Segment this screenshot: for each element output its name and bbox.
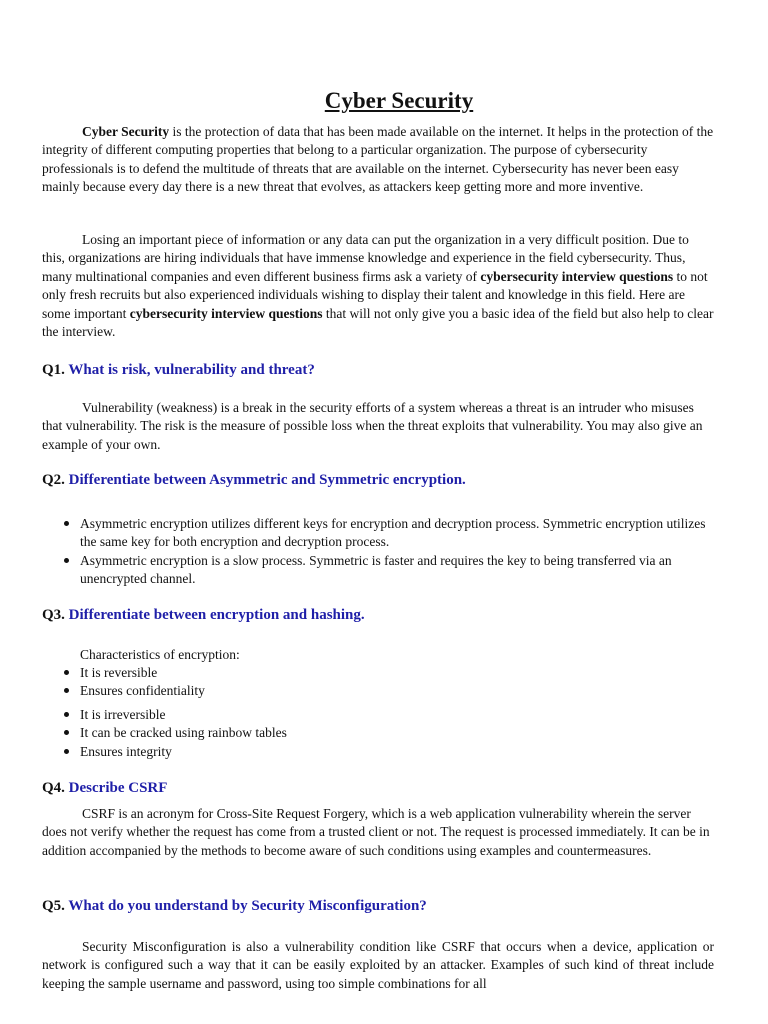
hashing-characteristics-list — [62, 706, 712, 761]
question-1-heading — [42, 362, 315, 379]
question-5-number: Q5. — [42, 898, 69, 914]
answer-2-bullet-list — [62, 515, 712, 589]
bullet-text: It is reversible — [80, 665, 158, 680]
bullet-icon — [64, 670, 69, 675]
list-item — [62, 743, 712, 761]
list-item — [62, 706, 712, 724]
question-3-text: Differentiate between encryption and hashing. — [68, 607, 365, 623]
para2-text-1: Losing an important piece of information or any data can put the organization in a very difficult position. Due to this, organizations are hiring individuals that have immense knowledge and experience in the field cybersecurity. Thus, many multinational companies and even different business firms ask a variety of — [42, 232, 689, 284]
list-item — [62, 552, 712, 589]
intro-paragraph — [42, 123, 714, 197]
question-3-heading — [42, 607, 365, 624]
question-2-heading — [42, 472, 466, 489]
para2-bold-1: cybersecurity interview questions — [480, 268, 674, 284]
intro-bold-lead: Cyber Security — [82, 124, 170, 139]
para2-text-2: to not only fresh recruits but also experienced individuals wishing to display their talent and knowledge in this field. Here are some important — [42, 268, 708, 321]
list-item — [62, 682, 712, 700]
question-2-number: Q2. — [42, 472, 69, 488]
answer-1-text: Vulnerability (weakness) is a break in the security efforts of a system whereas a threat is an intruder who misuses that vulnerability. The risk is the measure of possible loss when the threat exploits that vulnerability. You may also give an example of your own. — [42, 400, 703, 452]
bullet-icon — [64, 558, 69, 563]
answer-4-paragraph — [42, 805, 714, 860]
list-item — [62, 664, 712, 682]
question-2-text: Differentiate between Asymmetric and Symmetric encryption. — [68, 472, 466, 488]
bullet-icon — [64, 688, 69, 693]
question-1-number: Q1. — [42, 362, 69, 378]
answer-1-paragraph — [42, 399, 714, 454]
bullet-icon — [64, 521, 69, 526]
bullet-text: Asymmetric encryption is a slow process. Symmetric is faster and requires the key to being transferred via an unencrypted channel. — [80, 552, 672, 587]
question-5-heading — [42, 898, 427, 915]
para2-bold-2: cybersecurity interview questions — [129, 305, 323, 321]
bullet-text: Ensures integrity — [80, 743, 172, 759]
page-title: Cyber Security — [324, 88, 474, 113]
encryption-characteristics-heading: Characteristics of encryption: — [80, 647, 240, 662]
answer-4-text: CSRF is an acronym for Cross-Site Request Forgery, which is a web application vulnerability wherein the server does not verify whether the request has come from a trusted client or not. The request is processed immediately. It can be in addition accompanied by the methods to become aware of such conditions using examples and countermeasures. — [42, 806, 710, 858]
question-4-text: Describe CSRF — [68, 780, 168, 796]
answer-5-paragraph — [42, 938, 714, 993]
para2-text-3: that will not only give you a basic idea of the field but also help to clear the interview. — [42, 305, 714, 340]
list-item — [62, 724, 712, 742]
answer-5-text: Security Misconfiguration is also a vulnerability condition like CSRF that occurs when a device, application or network is configured such a way that it can be easily exploited by an attacker. Examples of such kind of threat include keeping the sample username and password, using too simple combinations for all — [42, 939, 714, 991]
question-1-text: What is risk, vulnerability and threat? — [68, 362, 315, 378]
intro-text: is the protection of data that has been made available on the internet. It helps in the protection of the integrity of different computing properties that belong to a particular organization. The purpose of cybersecurity professionals is to defend the multitude of threats that are available on the internet. Cybersecurity has never been easy mainly because every day there is a new threat that evolves, as attackers keep getting more and more inventive. — [42, 124, 714, 195]
question-5-text: What do you understand by Security Misconfiguration? — [68, 898, 427, 914]
bullet-text: Ensures confidentiality — [80, 683, 205, 699]
bullet-icon — [64, 712, 69, 717]
question-4-heading — [42, 780, 167, 797]
bullet-text: It can be cracked using rainbow tables — [80, 725, 287, 741]
bullet-text: It is irreversible — [80, 707, 166, 722]
second-paragraph — [42, 231, 714, 341]
bullet-text: Asymmetric encryption utilizes different keys for encryption and decryption process. Symmetric encryption utilizes the same key for both encryption and decryption process. — [80, 516, 706, 550]
question-4-number: Q4. — [42, 780, 69, 796]
question-3-number: Q3. — [42, 607, 69, 623]
bullet-icon — [64, 730, 69, 735]
list-item — [62, 515, 712, 552]
encryption-characteristics-list — [62, 664, 712, 701]
bullet-icon — [64, 749, 69, 754]
